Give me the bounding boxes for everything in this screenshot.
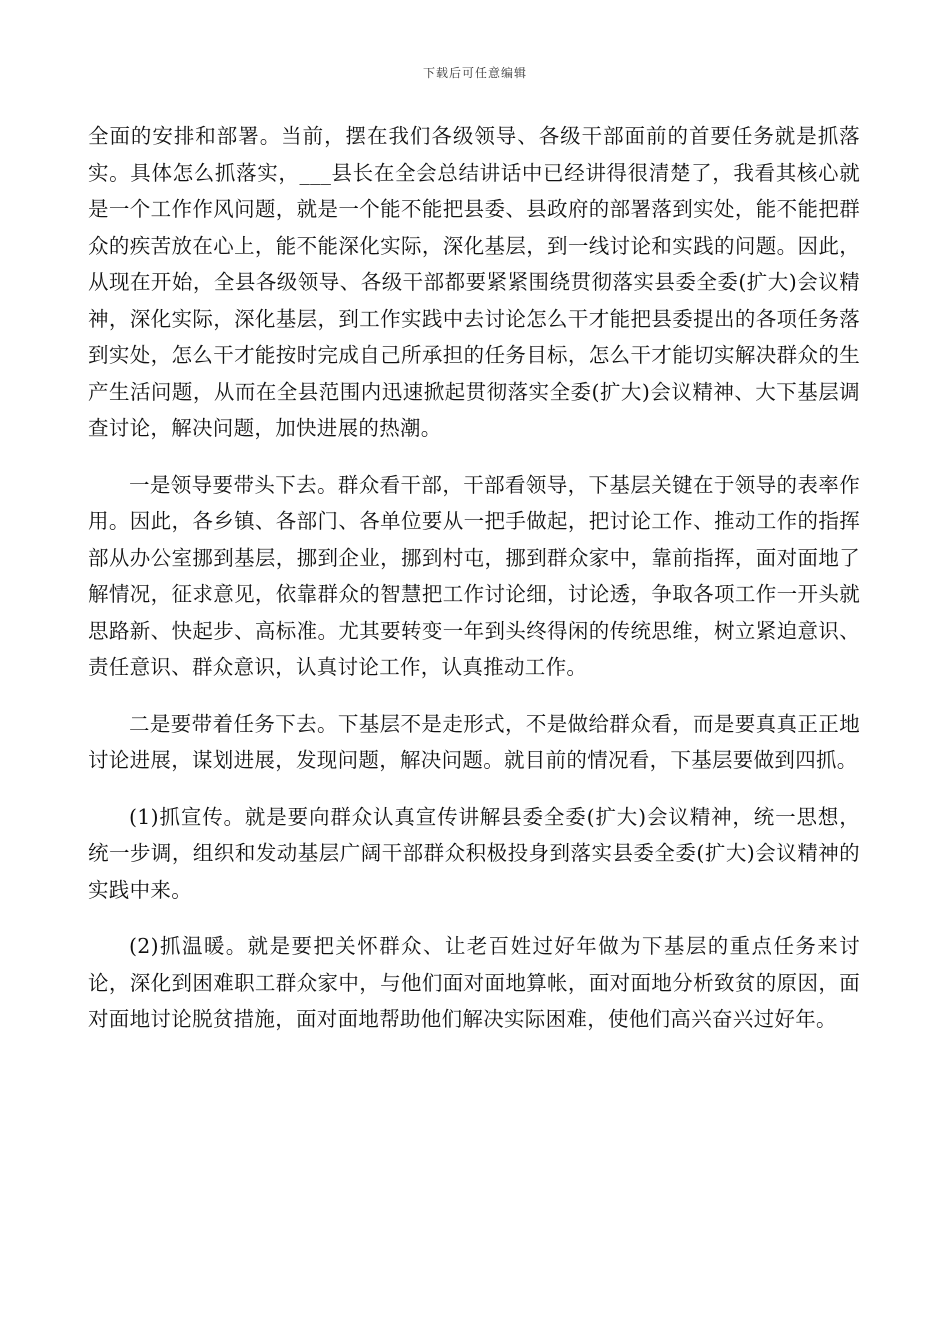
paragraph-with-tasks: 二是要带着任务下去。下基层不是走形式，不是做给群众看，而是要真真正正地讨论进展，谋划进展，发现问题，解决问题。就目前的情况看，下基层要做到四抓。 [88,711,860,772]
page-header: 下载后可任意编辑 [422,66,527,80]
document-body [88,118,860,1058]
paragraph-warmth: (2)抓温暖。就是要把关怀群众、让老百姓过好年做为下基层的重点任务来讨论，深化到困难职工群众家中，与他们面对面地算帐，面对面地分析致贫的原因，面对面地讨论脱贫措施，面对面地帮助他们解决实际困难，使他们高兴奋兴过好年。 [88,934,860,1031]
paragraph-continued: 全面的安排和部署。当前，摆在我们各级领导、各级干部面前的首要任务就是抓落实。具体怎么抓落实，___县长在全会总结讲话中已经讲得很清楚了，我看其核心就是一个工作作风问题，就是一个能不能把县委、县政府的部署落到实处，能不能把群众的疾苦放在心上，能不能深化实际，深化基层，到一线讨论和实践的问题。因此，从现在开始，全县各级领导、各级干部都要紧紧围绕贯彻落实县委全委(扩大)会议精神，深化实际，深化基层，到工作实践中去讨论怎么干才能把县委提出的各项任务落到实处，怎么干才能按时完成自己所承担的任务目标，怎么干才能切实解决群众的生产生活问题，从而在全县范围内迅速掀起贯彻落实全委(扩大)会议精神、大下基层调查讨论，解决问题，加快进展的热潮。 [88,124,860,440]
paragraph-leaders-go-first: 一是领导要带头下去。群众看干部，干部看领导，下基层关键在于领导的表率作用。因此，各乡镇、各部门、各单位要从一把手做起，把讨论工作、推动工作的指挥部从办公室挪到基层，挪到企业，挪到村屯，挪到群众家中，靠前指挥，面对面地了解情况，征求意见，依靠群众的智慧把工作讨论细，讨论透，争取各项工作一开头就思路新、快起步、高标准。尤其要转变一年到头终得闲的传统思维，树立紧迫意识、责任意识、群众意识，认真讨论工作，认真推动工作。 [88,472,860,679]
paragraph-publicity: (1)抓宣传。就是要向群众认真宣传讲解县委全委(扩大)会议精神，统一思想，统一步调，组织和发动基层广阔干部群众积极投身到落实县委全委(扩大)会议精神的实践中来。 [88,804,860,902]
